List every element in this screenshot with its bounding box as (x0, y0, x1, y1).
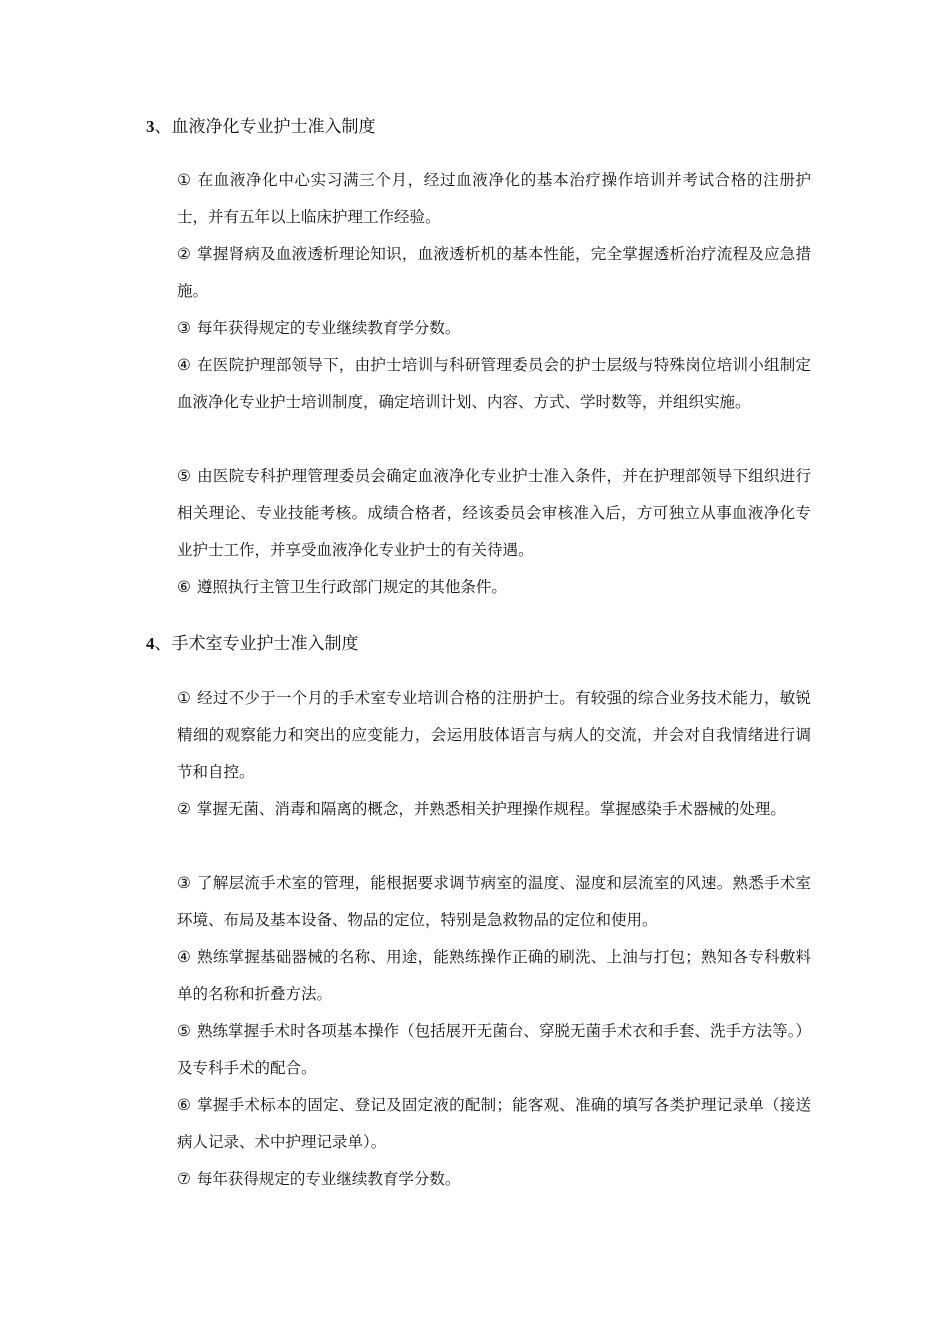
item-marker: ⑤ (177, 467, 192, 485)
item-text: 了解层流手术室的管理，能根据要求调节病室的温度、湿度和层流室的风速。熟悉手术室环境、布局及基本设备、物品的定位，特别是急救物品的定位和使用。 (177, 874, 811, 929)
item-marker: ② (177, 800, 191, 818)
item-text: 在医院护理部领导下，由护士培训与科研管理委员会的护士层级与特殊岗位培训小组制定血液净化专业护士培训制度，确定培训计划、内容、方式、学时数等，并组织实施。 (177, 356, 811, 411)
item-marker: ④ (177, 356, 192, 374)
section-heading-4 (146, 632, 359, 656)
list-item (177, 236, 811, 310)
item-marker: ⑥ (177, 578, 191, 596)
section-number: 3 (146, 117, 155, 136)
section-title-text: 、血液净化专业护士准入制度 (154, 117, 376, 137)
item-text: 每年获得规定的专业继续教育学分数。 (196, 319, 461, 337)
section-heading-3 (146, 115, 376, 139)
list-item (177, 939, 811, 1013)
item-marker: ③ (177, 874, 192, 892)
item-marker: ⑤ (177, 1022, 191, 1040)
list-item (177, 865, 811, 939)
item-text: 掌握肾病及血液透析理论知识，血液透析机的基本性能，完全掌握透析治疗流程及应急措施。 (177, 245, 811, 300)
item-text: 熟练掌握基础器械的名称、用途，能熟练操作正确的刷洗、上油与打包；熟知各专科敷料单的名称和折叠方法。 (177, 948, 811, 1003)
list-item (177, 458, 811, 569)
section-title-text: 、手术室专业护士准入制度 (154, 634, 359, 654)
list-item (177, 1013, 811, 1087)
item-text: 由医院专科护理管理委员会确定血液净化专业护士准入条件，并在护理部领导下组织进行相关理论、专业技能考核。成绩合格者，经该委员会审核准入后，方可独立从事血液净化专业护士工作，并享受血液净化专业护士的有关待遇。 (177, 467, 811, 559)
list-item (177, 680, 811, 791)
list-item (177, 1087, 811, 1161)
list-item (177, 162, 811, 236)
section-number: 4 (146, 634, 155, 653)
item-text: 掌握手术标本的固定、登记及固定液的配制；能客观、准确的填写各类护理记录单（接送病人记录、术中护理记录单）。 (177, 1096, 811, 1151)
list-item (177, 569, 811, 606)
item-text: 在血液净化中心实习满三个月，经过血液净化的基本治疗操作培训并考试合格的注册护士，并有五年以上临床护理工作经验。 (177, 171, 811, 226)
list-item (177, 310, 811, 347)
item-marker: ① (177, 171, 192, 189)
item-marker: ④ (177, 948, 192, 966)
item-text: 掌握无菌、消毒和隔离的概念，并熟悉相关护理操作规程。掌握感染手术器械的处理。 (196, 800, 786, 818)
item-marker: ⑦ (177, 1170, 191, 1188)
item-marker: ② (177, 245, 192, 263)
item-text: 熟练掌握手术时各项基本操作（包括展开无菌台、穿脱无菌手术衣和手套、洗手方法等。）及专科手术的配合。 (177, 1022, 811, 1077)
list-item (177, 791, 811, 828)
item-text: 经过不少于一个月的手术室专业培训合格的注册护士。有较强的综合业务技术能力，敏锐精细的观察能力和突出的应变能力，会运用肢体语言与病人的交流，并会对自我情绪进行调节和自控。 (177, 689, 811, 781)
item-marker: ① (177, 689, 192, 707)
list-item (177, 1161, 811, 1198)
item-marker: ③ (177, 319, 191, 337)
item-text: 每年获得规定的专业继续教育学分数。 (196, 1170, 461, 1188)
item-marker: ⑥ (177, 1096, 192, 1114)
item-text: 遵照执行主管卫生行政部门规定的其他条件。 (196, 578, 507, 596)
list-item (177, 347, 811, 421)
